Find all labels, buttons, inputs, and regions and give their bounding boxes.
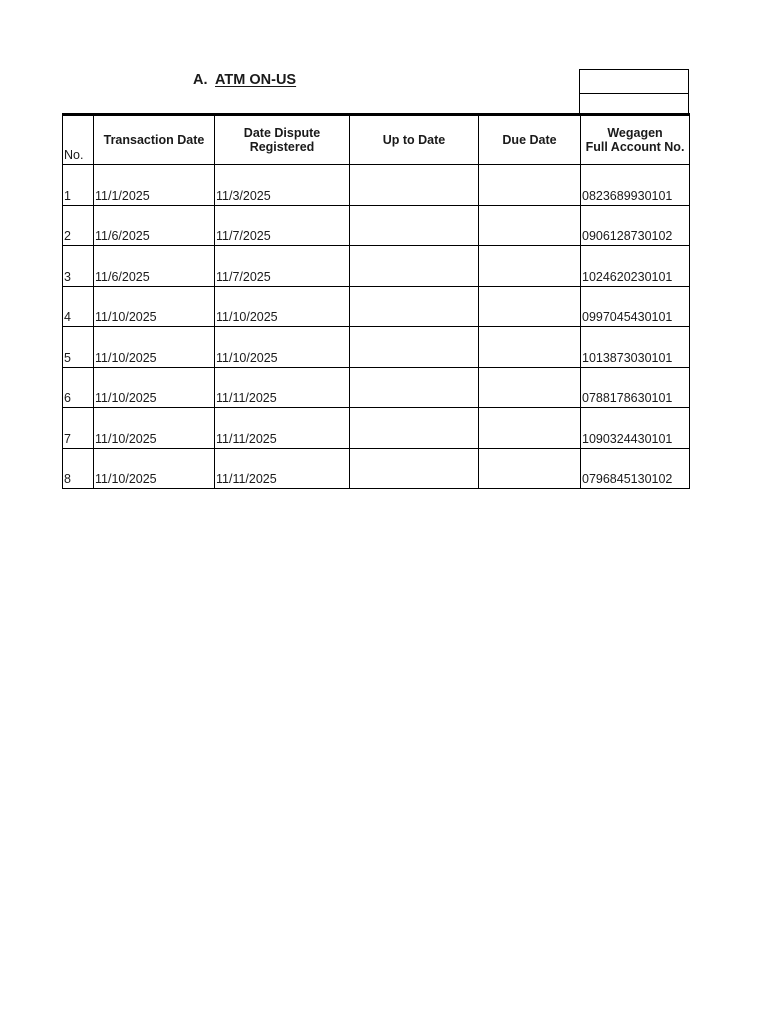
cell-up-to-date — [350, 327, 479, 368]
table-row — [63, 205, 690, 246]
cell-no: 3 — [63, 246, 94, 287]
cell-transaction-date: 11/6/2025 — [94, 205, 215, 246]
table-header-row — [63, 115, 690, 165]
cell-transaction-date: 11/10/2025 — [94, 327, 215, 368]
cell-transaction-date: 11/6/2025 — [94, 246, 215, 287]
cell-no: 2 — [63, 205, 94, 246]
cell-up-to-date — [350, 165, 479, 206]
table-row — [63, 165, 690, 206]
cell-no: 7 — [63, 408, 94, 449]
table-row — [63, 246, 690, 287]
cell-up-to-date — [350, 246, 479, 287]
cell-date-dispute-registered: 11/11/2025 — [215, 408, 350, 449]
corner-box-bottom — [579, 93, 689, 115]
table-row — [63, 408, 690, 449]
cell-account-no: 1024620230101 — [581, 246, 690, 287]
cell-no: 6 — [63, 367, 94, 408]
cell-account-no: 0823689930101 — [581, 165, 690, 206]
header-date-dispute-line1: Date Dispute — [243, 126, 321, 140]
cell-up-to-date — [350, 448, 479, 489]
section-prefix: A. — [193, 72, 208, 88]
header-account-no — [581, 115, 690, 165]
cell-transaction-date: 11/10/2025 — [94, 367, 215, 408]
corner-box-top — [579, 69, 689, 94]
cell-due-date — [479, 327, 581, 368]
header-up-to-date: Up to Date — [350, 115, 479, 165]
header-no: No. — [63, 115, 94, 165]
cell-account-no: 0796845130102 — [581, 448, 690, 489]
cell-account-no: 0788178630101 — [581, 367, 690, 408]
cell-transaction-date: 11/10/2025 — [94, 286, 215, 327]
cell-due-date — [479, 448, 581, 489]
cell-date-dispute-registered: 11/3/2025 — [215, 165, 350, 206]
table-row — [63, 367, 690, 408]
cell-transaction-date: 11/10/2025 — [94, 448, 215, 489]
table-row — [63, 448, 690, 489]
header-due-date: Due Date — [479, 115, 581, 165]
cell-date-dispute-registered: 11/7/2025 — [215, 246, 350, 287]
dispute-table — [62, 113, 690, 489]
cell-transaction-date: 11/10/2025 — [94, 408, 215, 449]
cell-up-to-date — [350, 286, 479, 327]
cell-transaction-date: 11/1/2025 — [94, 165, 215, 206]
table-row — [63, 327, 690, 368]
header-transaction-date: Transaction Date — [94, 115, 215, 165]
cell-date-dispute-registered: 11/11/2025 — [215, 448, 350, 489]
cell-account-no: 0997045430101 — [581, 286, 690, 327]
cell-date-dispute-registered: 11/11/2025 — [215, 367, 350, 408]
header-account-line1: Wegagen — [607, 126, 663, 140]
section-heading — [193, 72, 296, 88]
cell-date-dispute-registered: 11/10/2025 — [215, 286, 350, 327]
section-title: ATM ON-US — [215, 72, 297, 88]
cell-no: 5 — [63, 327, 94, 368]
cell-up-to-date — [350, 408, 479, 449]
cell-account-no: 1090324430101 — [581, 408, 690, 449]
cell-due-date — [479, 408, 581, 449]
cell-account-no: 1013873030101 — [581, 327, 690, 368]
cell-due-date — [479, 286, 581, 327]
cell-no: 4 — [63, 286, 94, 327]
table-body — [63, 165, 690, 489]
cell-no: 1 — [63, 165, 94, 206]
cell-due-date — [479, 367, 581, 408]
table-row — [63, 286, 690, 327]
cell-due-date — [479, 205, 581, 246]
header-account-line2: Full Account No. — [585, 140, 685, 154]
cell-due-date — [479, 165, 581, 206]
cell-date-dispute-registered: 11/10/2025 — [215, 327, 350, 368]
cell-account-no: 0906128730102 — [581, 205, 690, 246]
header-date-dispute-registered — [215, 115, 350, 165]
cell-no: 8 — [63, 448, 94, 489]
cell-up-to-date — [350, 205, 479, 246]
cell-up-to-date — [350, 367, 479, 408]
header-date-dispute-line2: Registered — [249, 140, 315, 154]
cell-date-dispute-registered: 11/7/2025 — [215, 205, 350, 246]
cell-due-date — [479, 246, 581, 287]
